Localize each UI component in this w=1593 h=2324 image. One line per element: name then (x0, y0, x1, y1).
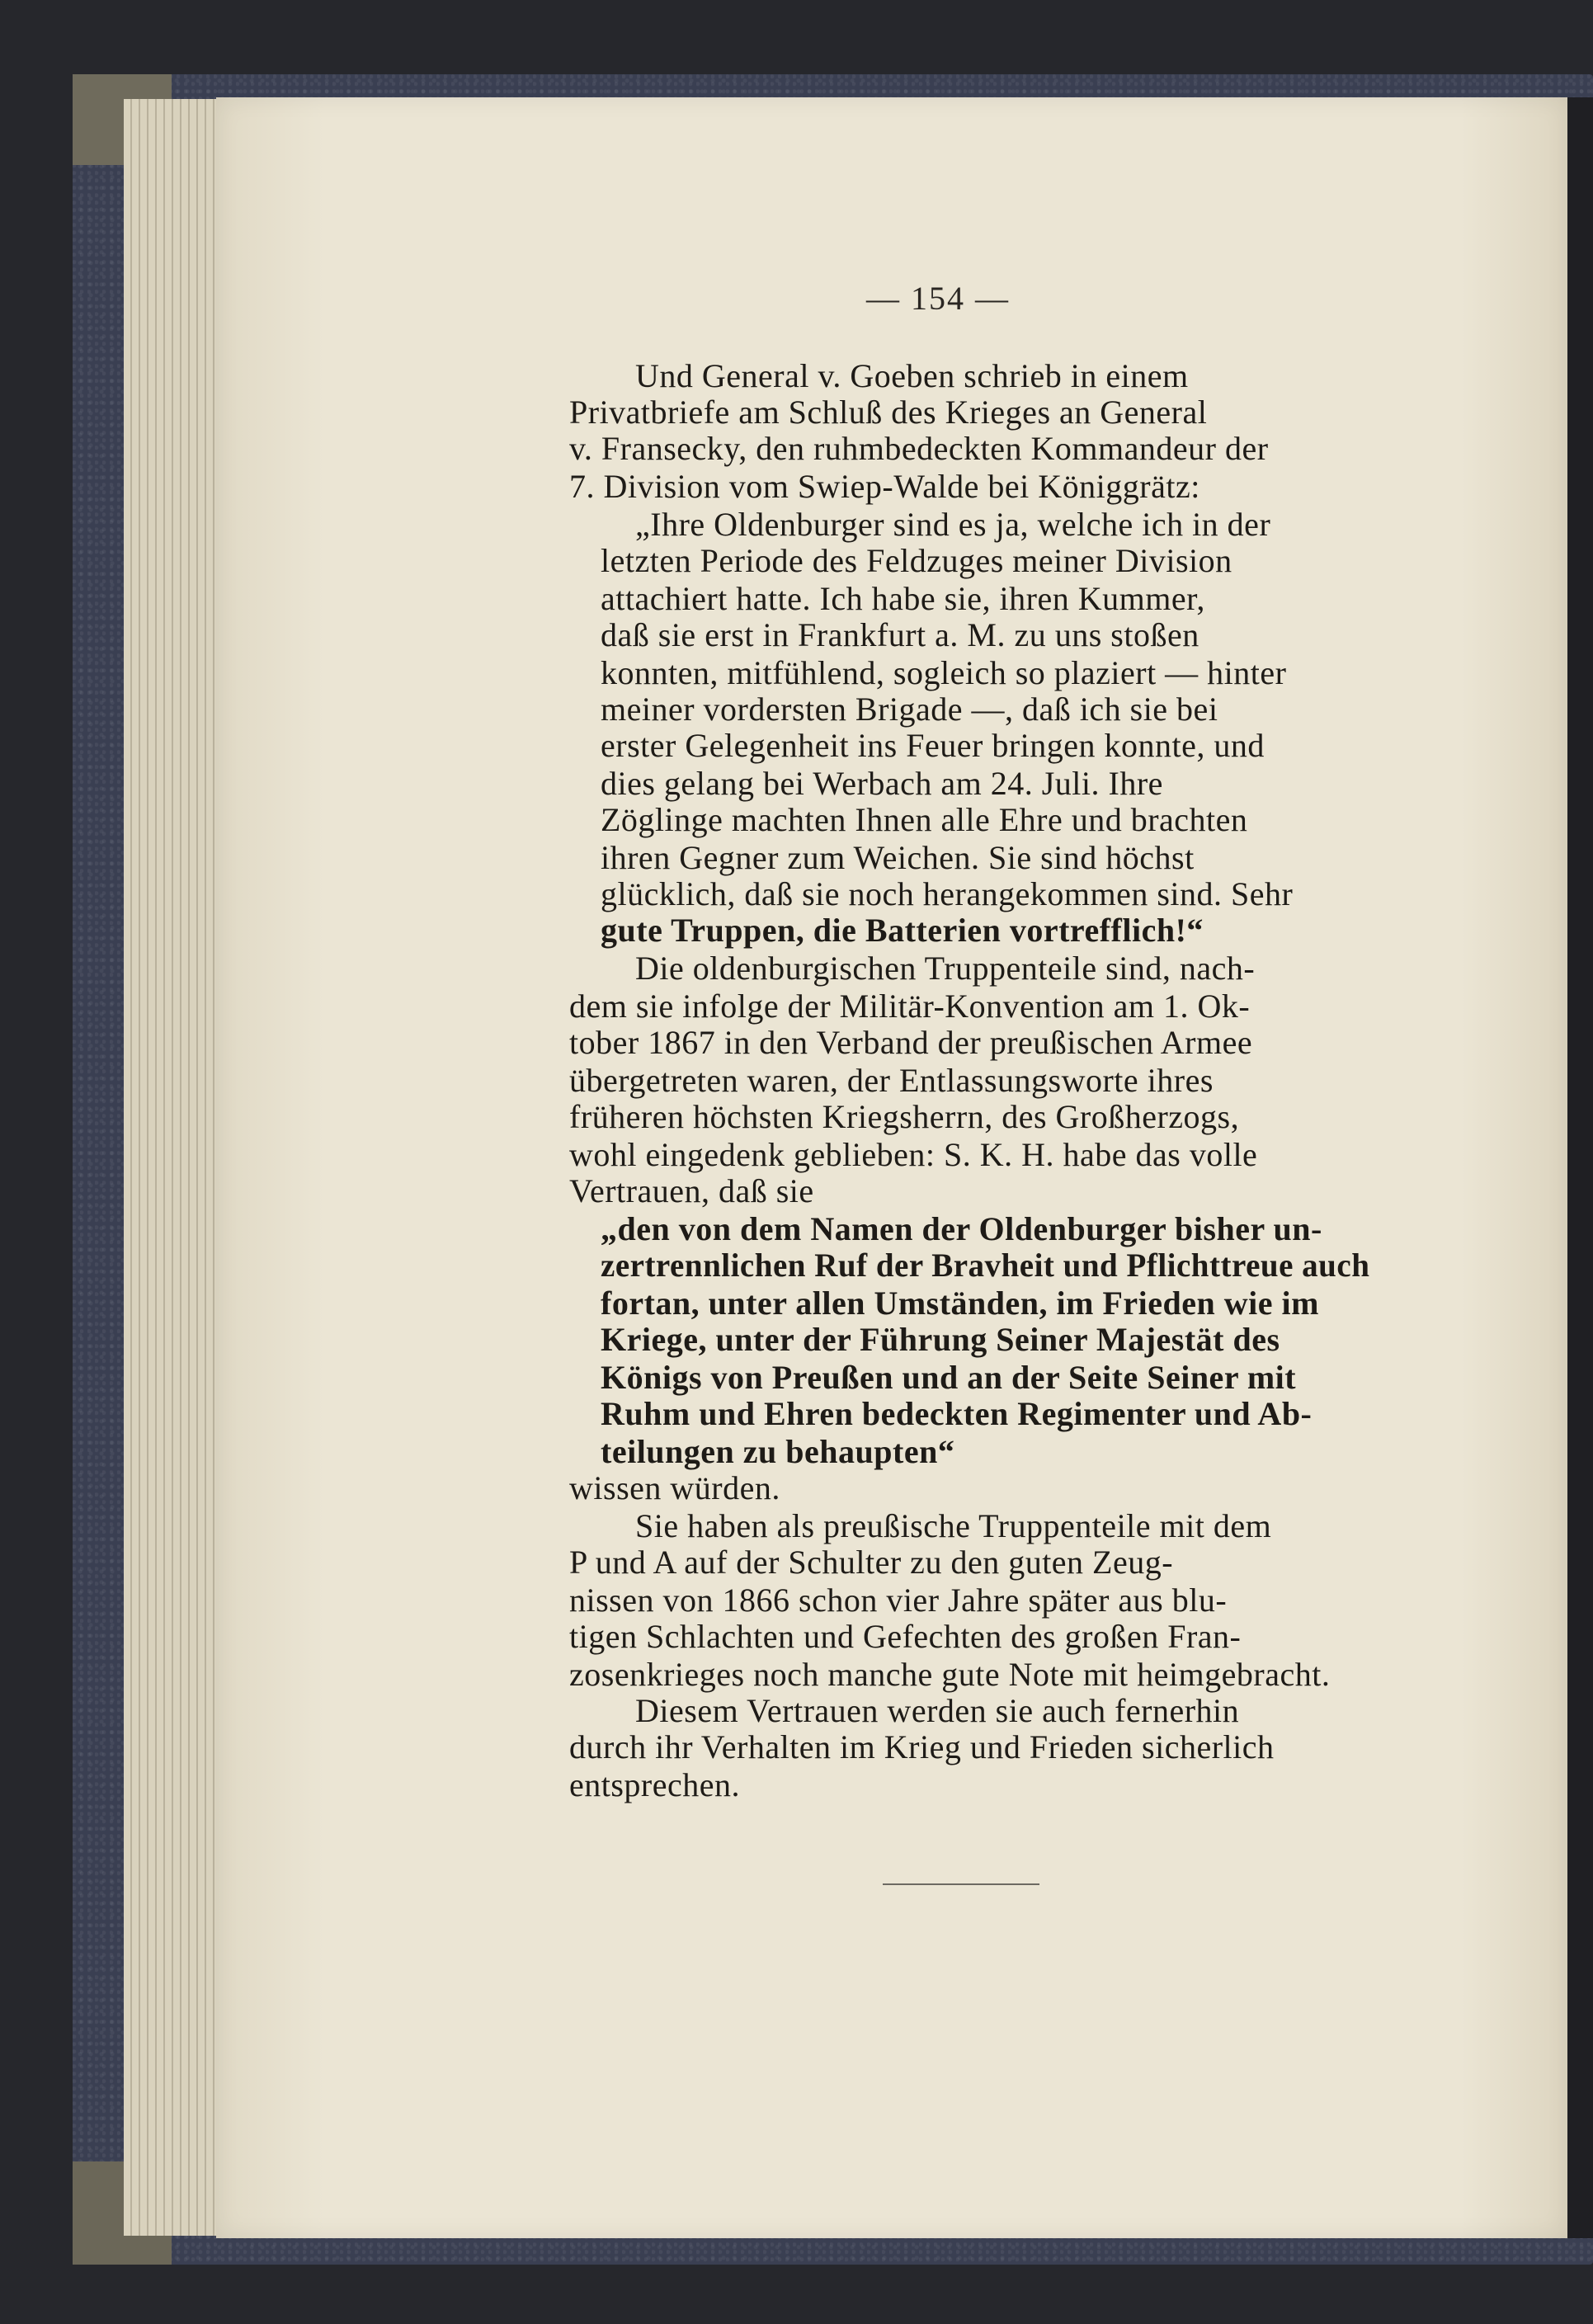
text-line: durch ihr Verhalten im Krieg und Frieden sicherlich (569, 1728, 1275, 1765)
page-stack-edges (124, 99, 223, 2236)
text-line: meiner vordersten Brigade —, daß ich sie bei (601, 691, 1218, 728)
text-line: zertrennlichen Ruf der Bravheit und Pflichttreue auch (601, 1247, 1370, 1284)
text-line: glücklich, daß sie noch herangekommen sind. Sehr (601, 875, 1294, 912)
text-line: Kriege, unter der Führung Seiner Majestät des (601, 1321, 1280, 1358)
text-line: Zöglinge machten Ihnen alle Ehre und brachten (601, 801, 1248, 838)
text-line: v. Fransecky, den ruhmbedeckten Kommandeur der (569, 430, 1269, 467)
text-line: 7. Division vom Swiep-Walde bei Königgrätz: (569, 468, 1200, 505)
text-line: ihren Gegner zum Weichen. Sie sind höchst (601, 839, 1195, 876)
text-line: gute Truppen, die Batterien vortrefflich!“ (601, 912, 1204, 949)
text-line: zosenkrieges noch manche gute Note mit heimgebracht. (569, 1656, 1331, 1693)
text-line: dies gelang bei Werbach am 24. Juli. Ihre (601, 765, 1163, 802)
text-line: Königs von Preußen und an der Seite Seiner mit (601, 1359, 1297, 1396)
text-line: letzten Periode des Feldzuges meiner Division (601, 542, 1232, 579)
text-line: daß sie erst in Frankfurt a. M. zu uns stoßen (601, 616, 1199, 653)
text-line: konnten, mitfühlend, sogleich so plaziert — hinter (601, 654, 1287, 691)
text-line: Die oldenburgischen Truppenteile sind, nach- (635, 950, 1256, 987)
page-number: — 154 — (866, 280, 1010, 317)
text-line: Privatbriefe am Schluß des Krieges an General (569, 394, 1208, 431)
text-line: früheren höchsten Kriegsherrn, des Großherzogs, (569, 1098, 1240, 1135)
text-line: P und A auf der Schulter zu den guten Zeug- (569, 1544, 1174, 1581)
text-line: wohl eingedenk geblieben: S. K. H. habe das volle (569, 1136, 1258, 1173)
text-line: erster Gelegenheit ins Feuer bringen konnte, und (601, 727, 1265, 764)
book-gutter (1567, 97, 1593, 2238)
text-line: Ruhm und Ehren bedeckten Regimenter und Ab- (601, 1395, 1313, 1432)
text-line: übergetreten waren, der Entlassungsworte ihres (569, 1062, 1214, 1099)
text-line: Vertrauen, daß sie (569, 1172, 814, 1209)
text-line: fortan, unter allen Umständen, im Frieden wie im (601, 1285, 1319, 1322)
text-line: entsprechen. (569, 1766, 741, 1803)
text-line: „den von dem Namen der Oldenburger bisher un- (601, 1210, 1322, 1247)
text-line: Und General v. Goeben schrieb in einem (635, 357, 1189, 394)
text-line: teilungen zu behaupten“ (601, 1433, 955, 1470)
text-line: Sie haben als preußische Truppenteile mit dem (635, 1507, 1272, 1544)
text-line: „Ihre Oldenburger sind es ja, welche ich in der (635, 506, 1271, 543)
text-line: tober 1867 in den Verband der preußischen Armee (569, 1024, 1253, 1061)
text-line: attachiert hatte. Ich habe sie, ihren Kummer, (601, 580, 1205, 617)
text-line: dem sie infolge der Militär-Konvention am 1. Ok- (569, 988, 1251, 1025)
text-line: wissen würden. (569, 1469, 780, 1506)
text-line: Diesem Vertrauen werden sie auch fernerhin (635, 1692, 1240, 1729)
text-line: tigen Schlachten und Gefechten des großen Fran- (569, 1618, 1242, 1655)
text-line: nissen von 1866 schon vier Jahre später aus blu- (569, 1582, 1228, 1619)
end-rule (883, 1883, 1039, 1885)
